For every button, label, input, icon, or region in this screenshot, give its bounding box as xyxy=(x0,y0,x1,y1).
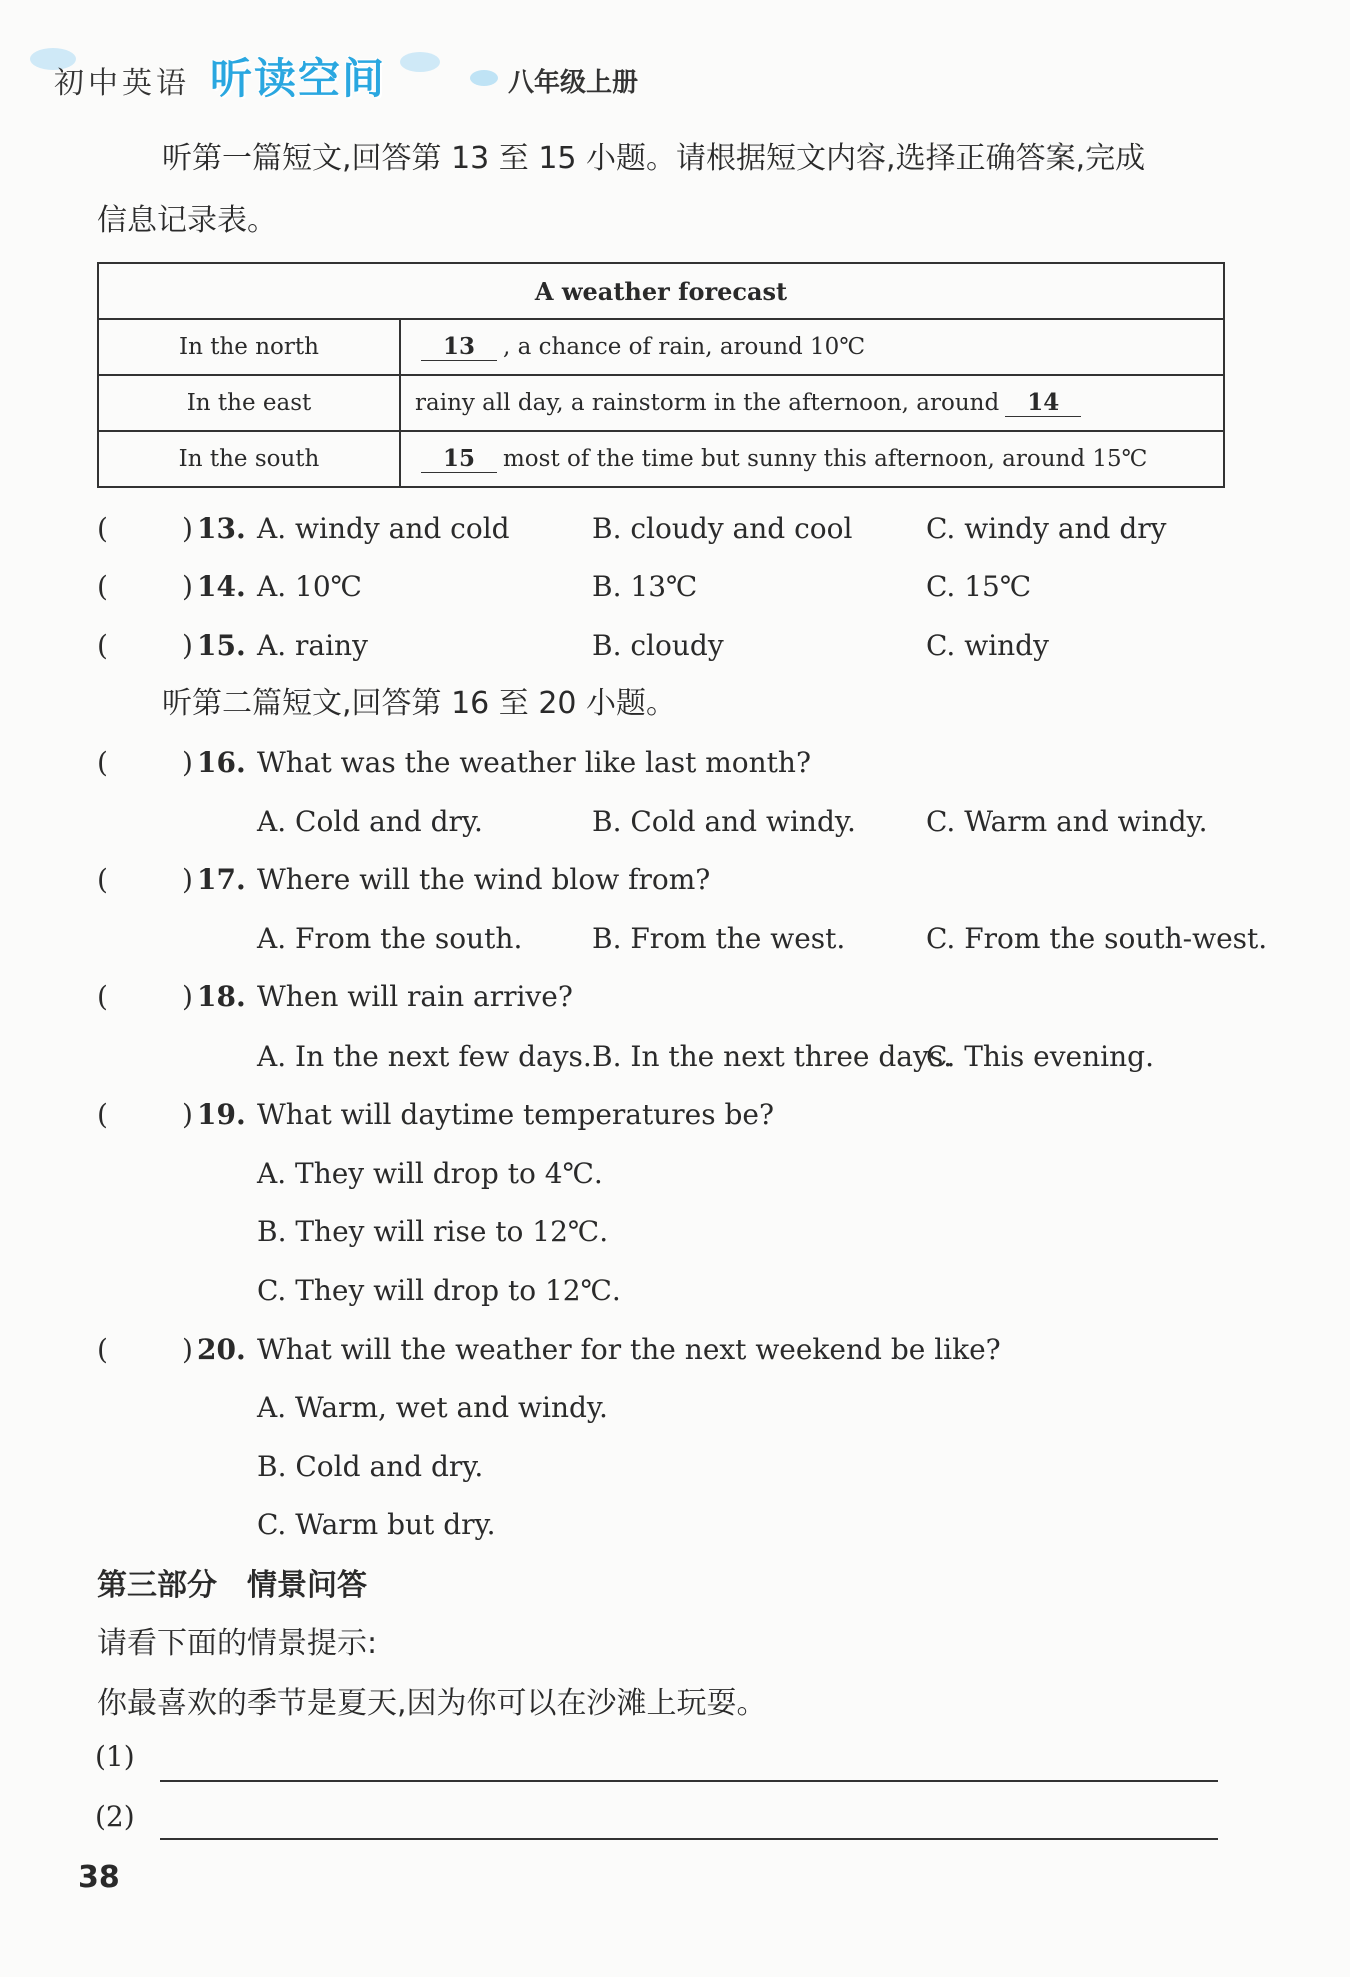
question-stem: What will the weather for the next weekend be like? xyxy=(257,1333,1001,1366)
option-a[interactable]: A. windy and cold xyxy=(257,512,510,545)
page-number: 38 xyxy=(78,1860,120,1895)
option-b[interactable]: B. 13℃ xyxy=(592,570,698,603)
answer-blank[interactable]: 13 xyxy=(421,333,497,361)
option-a[interactable]: A. Cold and dry. xyxy=(257,805,483,838)
question-stem: What will daytime temperatures be? xyxy=(257,1098,775,1131)
question-18 xyxy=(97,980,1197,1020)
option-c[interactable]: C. 15℃ xyxy=(926,570,1032,603)
cloud-decoration xyxy=(400,52,440,72)
option-a[interactable]: A. Warm, wet and windy. xyxy=(257,1391,608,1424)
row-label: In the north xyxy=(98,319,400,375)
answer-paren-open[interactable]: ( xyxy=(97,746,108,779)
scenario-prompt: 请看下面的情景提示: xyxy=(97,1626,378,1661)
row-label: In the east xyxy=(98,375,400,431)
weather-forecast-table xyxy=(97,262,1225,488)
scenario-text: 你最喜欢的季节是夏天,因为你可以在沙滩上玩耍。 xyxy=(97,1686,767,1721)
intro-line-2: 信息记录表。 xyxy=(97,203,277,238)
row-content xyxy=(400,431,1224,487)
row-content xyxy=(400,375,1224,431)
option-b[interactable]: B. In the next three days. xyxy=(592,1040,953,1073)
question-16 xyxy=(97,746,1197,786)
question-stem: What was the weather like last month? xyxy=(257,746,811,779)
option-a[interactable]: A. rainy xyxy=(257,629,368,662)
question-stem: When will rain arrive? xyxy=(257,980,573,1013)
option-b[interactable]: B. cloudy and cool xyxy=(592,512,853,545)
question-number: 17. xyxy=(197,863,246,896)
option-c[interactable]: C. Warm and windy. xyxy=(926,805,1208,838)
question-number: 14. xyxy=(197,570,246,603)
answer-paren-close: ) xyxy=(182,863,193,896)
answer-paren-open[interactable]: ( xyxy=(97,570,108,603)
table-row xyxy=(98,431,1224,487)
option-c[interactable]: C. windy xyxy=(926,629,1049,662)
table-title: A weather forecast xyxy=(98,263,1224,319)
answer-paren-close: ) xyxy=(182,570,193,603)
row-label: In the south xyxy=(98,431,400,487)
question-number: 19. xyxy=(197,1098,246,1131)
option-c[interactable]: C. They will drop to 12℃. xyxy=(257,1274,621,1307)
answer-paren-close: ) xyxy=(182,1098,193,1131)
answer-line-2[interactable] xyxy=(160,1838,1218,1840)
answer-paren-open[interactable]: ( xyxy=(97,1333,108,1366)
option-c[interactable]: C. windy and dry xyxy=(926,512,1167,545)
question-number: 18. xyxy=(197,980,246,1013)
cloud-decoration xyxy=(470,70,498,86)
section-3-title: 第三部分 情景问答 xyxy=(97,1568,367,1603)
question-20 xyxy=(97,1333,1197,1373)
answer-line-label: (1) xyxy=(95,1740,135,1773)
question-number: 13. xyxy=(197,512,246,545)
row-text: , a chance of rain, around 10℃ xyxy=(503,334,866,360)
answer-paren-open[interactable]: ( xyxy=(97,512,108,545)
answer-paren-open[interactable]: ( xyxy=(97,629,108,662)
question-number: 15. xyxy=(197,629,246,662)
answer-blank[interactable]: 15 xyxy=(421,445,497,473)
answer-paren-open[interactable]: ( xyxy=(97,863,108,896)
answer-paren-close: ) xyxy=(182,629,193,662)
option-b[interactable]: B. Cold and dry. xyxy=(257,1450,484,1483)
option-c[interactable]: C. Warm but dry. xyxy=(257,1508,496,1541)
book-title-logo: 听读空间 xyxy=(210,54,387,103)
answer-paren-close: ) xyxy=(182,746,193,779)
question-17 xyxy=(97,863,1197,903)
option-a[interactable]: A. In the next few days. xyxy=(257,1040,592,1073)
option-c[interactable]: C. This evening. xyxy=(926,1040,1154,1073)
option-c[interactable]: C. From the south-west. xyxy=(926,922,1268,955)
option-a[interactable]: A. 10℃ xyxy=(257,570,362,603)
question-stem: Where will the wind blow from? xyxy=(257,863,711,896)
answer-line-1[interactable] xyxy=(160,1780,1218,1782)
answer-blank[interactable]: 14 xyxy=(1005,389,1081,417)
row-text: most of the time but sunny this afternoon, around 15℃ xyxy=(503,446,1148,472)
question-number: 16. xyxy=(197,746,246,779)
option-a[interactable]: A. They will drop to 4℃. xyxy=(257,1157,603,1190)
option-a[interactable]: A. From the south. xyxy=(257,922,523,955)
table-row xyxy=(98,375,1224,431)
question-19 xyxy=(97,1098,1197,1138)
page-header xyxy=(30,40,670,120)
option-b[interactable]: B. cloudy xyxy=(592,629,724,662)
answer-paren-close: ) xyxy=(182,980,193,1013)
grade-label: 八年级上册 xyxy=(508,68,639,98)
option-b[interactable]: B. They will rise to 12℃. xyxy=(257,1215,609,1248)
option-b[interactable]: B. From the west. xyxy=(592,922,846,955)
intro-line-1: 听第一篇短文,回答第 13 至 15 小题。请根据短文内容,选择正确答案,完成 xyxy=(162,141,1146,176)
intro-2: 听第二篇短文,回答第 16 至 20 小题。 xyxy=(162,686,677,721)
answer-paren-open[interactable]: ( xyxy=(97,980,108,1013)
question-number: 20. xyxy=(197,1333,246,1366)
answer-paren-close: ) xyxy=(182,512,193,545)
row-text: rainy all day, a rainstorm in the afternoon, around xyxy=(415,390,1000,416)
option-b[interactable]: B. Cold and windy. xyxy=(592,805,856,838)
answer-paren-open[interactable]: ( xyxy=(97,1098,108,1131)
row-content xyxy=(400,319,1224,375)
table-header-row xyxy=(98,263,1224,319)
answer-line-label: (2) xyxy=(95,1800,135,1833)
answer-paren-close: ) xyxy=(182,1333,193,1366)
table-row xyxy=(98,319,1224,375)
series-name: 初中英语 xyxy=(54,66,190,101)
